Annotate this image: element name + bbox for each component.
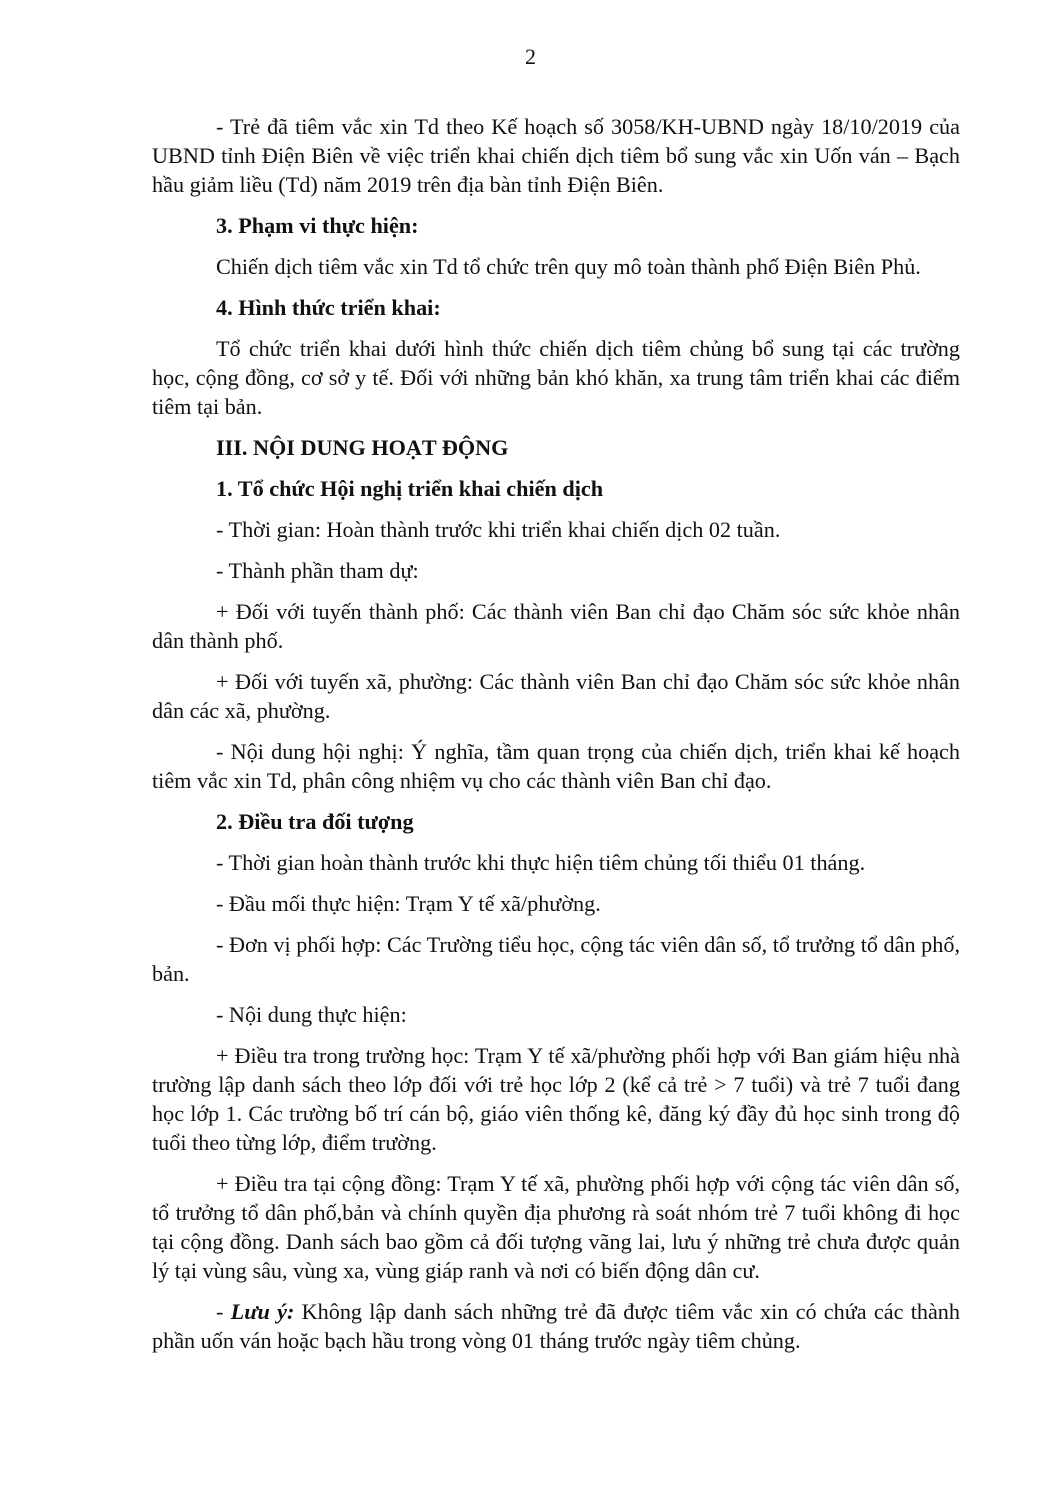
paragraph-deployment-form: Tổ chức triển khai dưới hình thức chiến dịch tiêm chủng bổ sung tại các trường học, cộng đồng, cơ sở y tế. Đối với những bản khó khăn, xa trung tâm triển khai các điểm tiêm tại bản.: [152, 336, 960, 419]
paragraph-conference-content: - Nội dung hội nghị: Ý nghĩa, tầm quan trọng của chiến dịch, triển khai kế hoạch tiêm vắc xin Td, phân công nhiệm vụ cho các thành viên Ban chỉ đạo.: [152, 739, 960, 793]
document-body: [152, 112, 960, 1367]
paragraph-ward-level: + Đối với tuyến xã, phường: Các thành viên Ban chỉ đạo Chăm sóc sức khỏe nhân dân các xã, phường.: [152, 669, 960, 723]
paragraph-survey-time: - Thời gian hoàn thành trước khi thực hiện tiêm chủng tối thiểu 01 tháng.: [216, 850, 866, 875]
paragraph-participants: - Thành phần tham dự:: [216, 558, 419, 583]
paragraph-survey-partners: - Đơn vị phối hợp: Các Trường tiểu học, cộng tác viên dân số, tổ trưởng tổ dân phố, bản.: [152, 932, 960, 986]
heading-survey: 2. Điều tra đối tượng: [216, 809, 414, 834]
note-prefix: -: [216, 1299, 231, 1324]
heading-section-iii: III. NỘI DUNG HOẠT ĐỘNG: [216, 435, 509, 460]
heading-deployment-form: 4. Hình thức triển khai:: [216, 295, 441, 320]
paragraph-scope: Chiến dịch tiêm vắc xin Td tổ chức trên quy mô toàn thành phố Điện Biên Phủ.: [216, 254, 921, 279]
paragraph-school-survey: + Điều tra trong trường học: Trạm Y tế xã/phường phối hợp với Ban giám hiệu nhà trường lập danh sách theo lớp đối với trẻ học lớp 2 (kể cả trẻ > 7 tuổi) và trẻ 7 tuổi đang học lớp 1. Các trường bố trí cán bộ, giáo viên thống kê, đăng ký đầy đủ học sinh trong độ tuổi theo từng lớp, điểm trường.: [152, 1043, 960, 1155]
paragraph-conference-time: - Thời gian: Hoàn thành trước khi triển khai chiến dịch 02 tuần.: [216, 517, 781, 542]
paragraph-note: [152, 1297, 960, 1355]
paragraph-survey-lead: - Đầu mối thực hiện: Trạm Y tế xã/phường.: [216, 891, 601, 916]
page-number: 2: [525, 44, 536, 69]
heading-conference: 1. Tổ chức Hội nghị triển khai chiến dịch: [216, 476, 604, 501]
paragraph-community-survey: + Điều tra tại cộng đồng: Trạm Y tế xã, phường phối hợp với cộng tác viên dân số, tổ trưởng tổ dân phố,bản và chính quyền địa phương rà soát nhóm trẻ 7 tuổi không đi học tại cộng đồng. Danh sách bao gồm cả đối tượng vãng lai, lưu ý những trẻ chưa được quản lý tại vùng sâu, vùng xa, vùng giáp ranh và nơi có biến động dân cư.: [152, 1171, 960, 1283]
note-label: Lưu ý:: [230, 1299, 295, 1324]
heading-scope: 3. Phạm vi thực hiện:: [216, 213, 419, 238]
paragraph-survey-content: - Nội dung thực hiện:: [216, 1002, 407, 1027]
paragraph-vaccinated-exclusion: - Trẻ đã tiêm vắc xin Td theo Kế hoạch số 3058/KH-UBND ngày 18/10/2019 của UBND tỉnh Điện Biên về việc triển khai chiến dịch tiêm bổ sung vắc xin Uốn ván – Bạch hầu giảm liều (Td) năm 2019 trên địa bàn tỉnh Điện Biên.: [152, 114, 960, 197]
note-text: Không lập danh sách những trẻ đã được tiêm vắc xin có chứa các thành phần uốn ván hoặc bạch hầu trong vòng 01 tháng trước ngày tiêm chủng.: [152, 1299, 960, 1353]
paragraph-city-level: + Đối với tuyến thành phố: Các thành viên Ban chỉ đạo Chăm sóc sức khỏe nhân dân thành phố.: [152, 599, 960, 653]
